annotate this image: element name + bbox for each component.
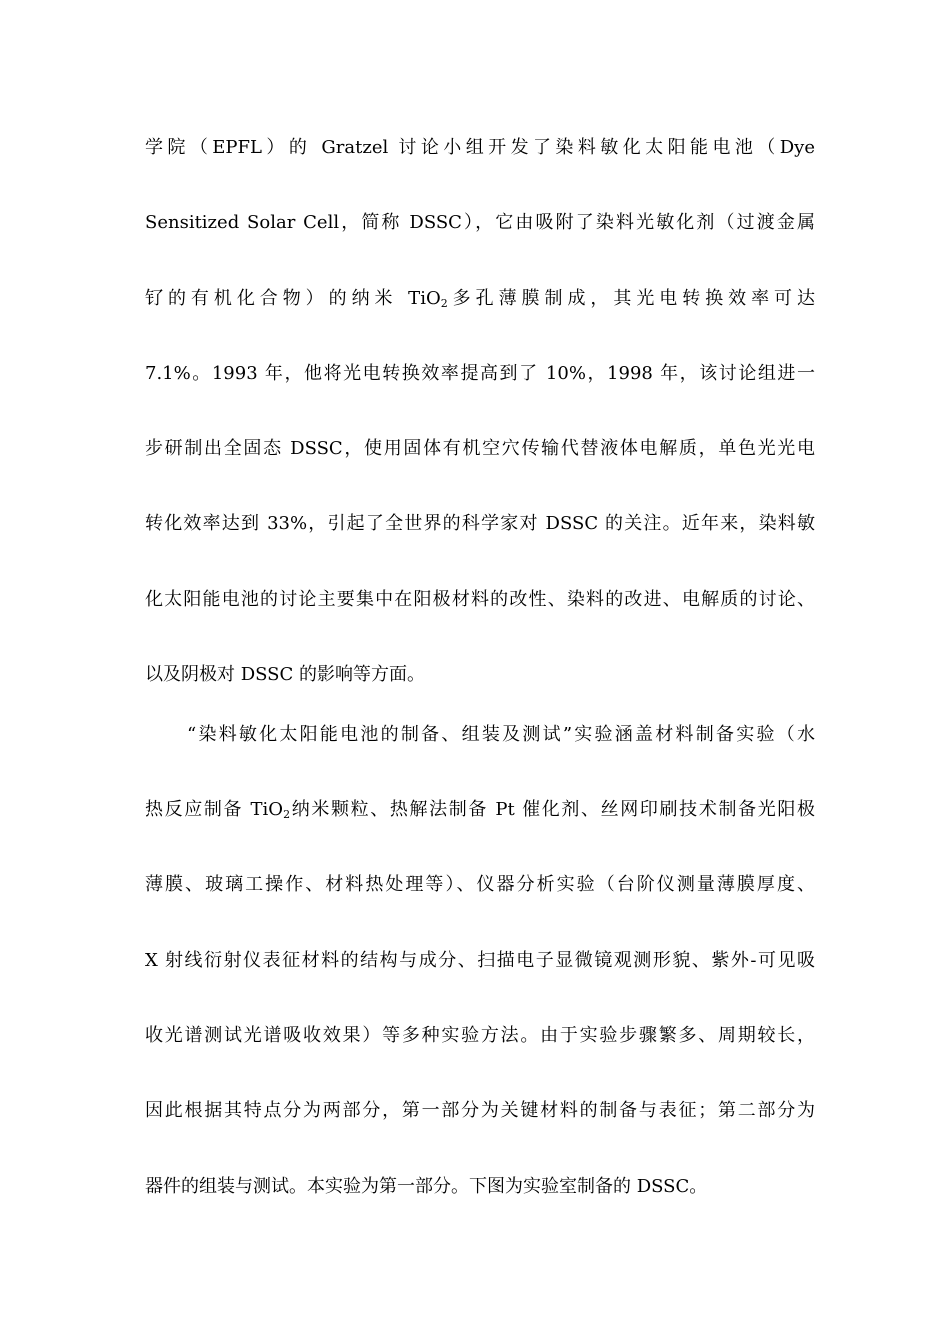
paragraph1-line-4: 7.1%。1993 年，他将光电转换效率提高到了 10%，1998 年，该讨论组进一 (145, 363, 815, 384)
paragraph2-line-6: 因此根据其特点分为两部分，第一部分为关键材料的制备与表征；第二部分为 (145, 1100, 815, 1121)
paragraph1-line-3-text-a: 钌的有机化合物）的纳米 TiO (145, 288, 441, 309)
paragraph2-line-4: X 射线衍射仪表征材料的结构与成分、扫描电子显微镜观测形貌、紫外-可见吸 (145, 950, 815, 971)
paragraph1-line-3 (145, 282, 815, 316)
paragraph1-line-8: 以及阴极对 DSSC 的影响等方面。 (145, 664, 425, 685)
paragraph2-line-2 (145, 793, 815, 827)
paragraph1-line-3-text-b: 多孔薄膜制成，其光电转换效率可达 (447, 288, 815, 309)
paragraph2-line-1: “染料敏化太阳能电池的制备、组装及测试”实验涵盖材料制备实验（水 (187, 724, 815, 745)
paragraph1-line-5: 步研制出全固态 DSSC，使用固体有机空穴传输代替液体电解质，单色光光电 (145, 438, 815, 459)
paragraph2-line-2-text-b: 纳米颗粒、热解法制备 Pt 催化剂、丝网印刷技术制备光阳极 (290, 799, 815, 820)
paragraph2-line-7: 器件的组装与测试。本实验为第一部分。下图为实验室制备的 DSSC。 (145, 1176, 708, 1197)
paragraph2-line-2-text-a: 热反应制备 TiO (145, 799, 284, 820)
subscript-2: 2 (283, 808, 291, 821)
paragraph2-line-3: 薄膜、玻璃工操作、材料热处理等）、仪器分析实验（台阶仪测量薄膜厚度、 (145, 874, 815, 895)
paragraph2-line-5: 收光谱测试光谱吸收效果）等多种实验方法。由于实验步骤繁多、周期较长， (145, 1025, 815, 1046)
subscript-2: 2 (440, 297, 448, 310)
paragraph1-line-6: 转化效率达到 33%，引起了全世界的科学家对 DSSC 的关注。近年来，染料敏 (145, 513, 815, 534)
paragraph1-line-1: 学院（EPFL）的 Gratzel 讨论小组开发了染料敏化太阳能电池（Dye (145, 137, 815, 158)
paragraph1-line-2: Sensitized Solar Cell，简称 DSSC），它由吸附了染料光敏化剂（过渡金属 (145, 212, 815, 233)
paragraph1-line-7: 化太阳能电池的讨论主要集中在阳极材料的改性、染料的改进、电解质的讨论、 (145, 589, 815, 610)
